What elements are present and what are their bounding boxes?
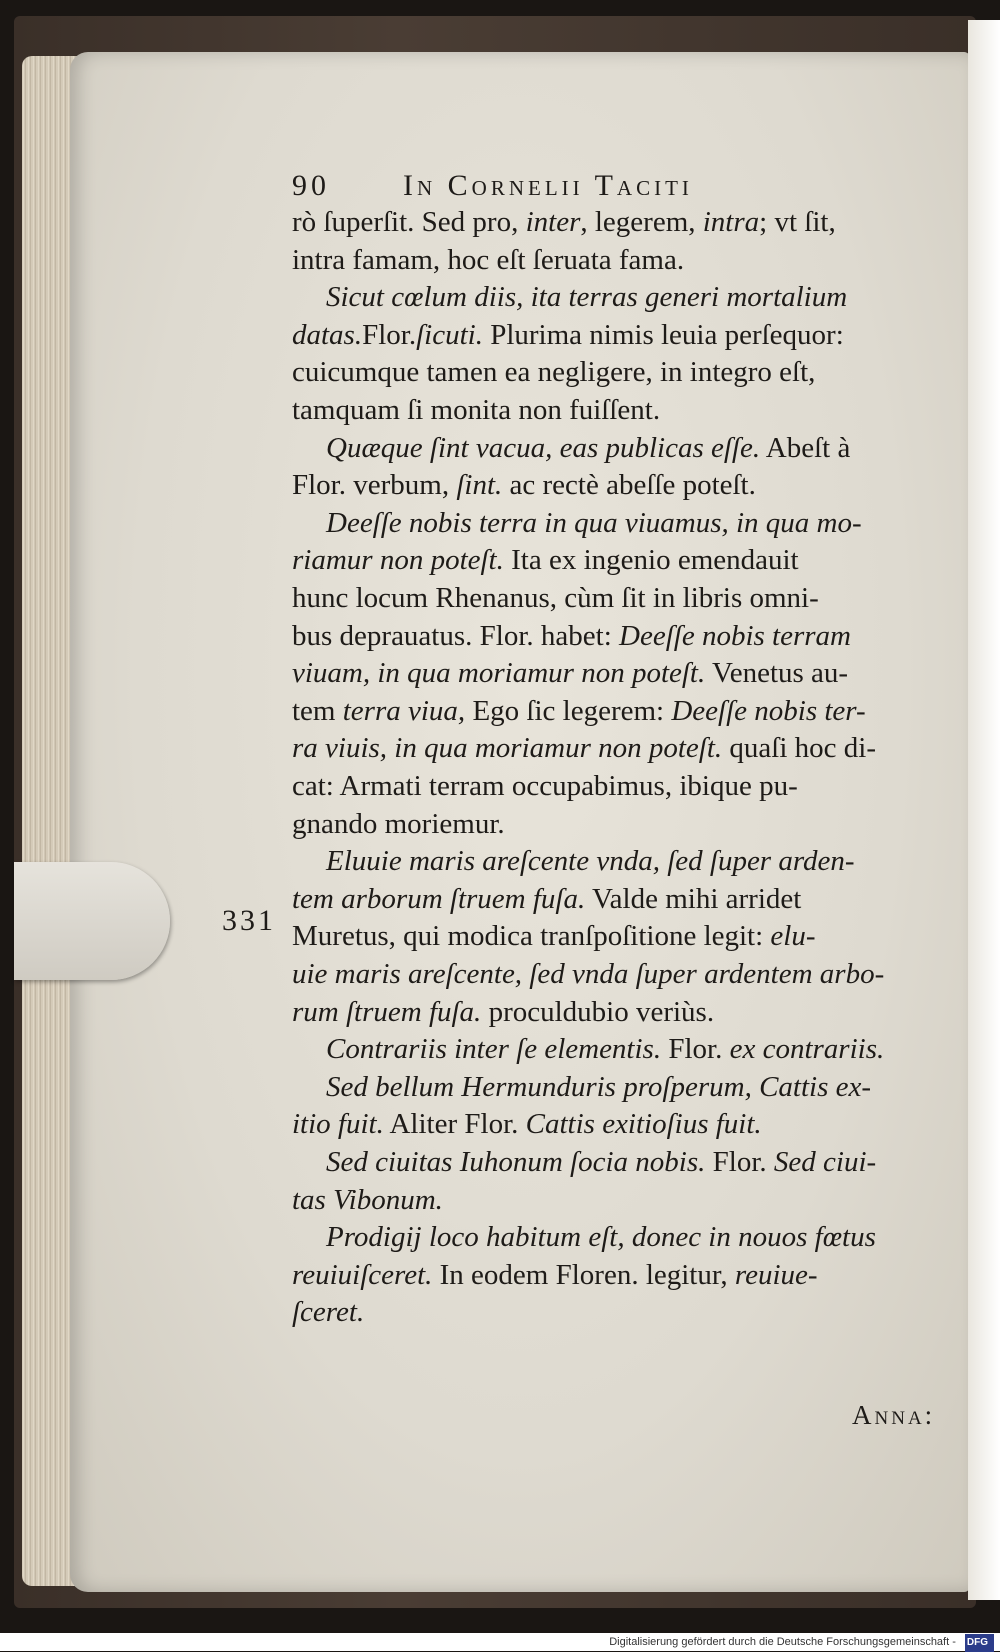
text-line [292, 204, 836, 240]
text-line [292, 994, 714, 1030]
roman-segment: Venetus au- [705, 657, 849, 690]
text-line [292, 1106, 762, 1142]
roman-segment: tem [292, 694, 343, 727]
text-line [292, 768, 798, 804]
text-line [292, 956, 884, 992]
italic-segment: Deeſſe nobis ter- [671, 694, 866, 727]
dfg-logo: DFG [965, 1634, 994, 1652]
italic-segment: Eluuie maris areſcente vnda, ſed ſuper arden- [326, 845, 855, 878]
italic-segment: ex contrariis. [729, 1033, 885, 1066]
roman-segment: bus deprauatus. Flor. habet: [292, 619, 620, 652]
italic-segment: Sed ciuitas Iuhonum ſocia nobis. [326, 1146, 706, 1178]
italic-segment: riamur non poteſt. [292, 544, 504, 577]
italic-segment: Deeſſe nobis terra in qua viuamus, in qua mo- [326, 506, 862, 539]
italic-segment: Prodigij loco habitum eſt, donec in nouos fœtus [326, 1221, 876, 1254]
roman-segment: ; vt ſit, [759, 206, 836, 238]
roman-segment: Abeſt à [760, 431, 851, 464]
text-line [292, 730, 876, 766]
roman-segment: Flor. [705, 1146, 774, 1178]
italic-segment: tas Vibonum. [292, 1183, 443, 1216]
running-header [292, 168, 693, 204]
italic-segment: Sed ciui- [773, 1146, 877, 1178]
italic-segment: viuam, in qua moriamur non poteſt. [292, 657, 706, 690]
text-line [292, 918, 816, 954]
roman-segment: cat: Armati terram occupabimus, ibique pu- [292, 770, 798, 802]
italic-segment: Deeſſe nobis terram [619, 619, 851, 652]
bookmark-tab [14, 862, 170, 980]
roman-segment: Flor. [362, 318, 417, 351]
text-line [292, 1182, 443, 1218]
roman-segment: In eodem Floren. legitur, [432, 1258, 735, 1291]
italic-segment: ſceret. [292, 1296, 365, 1329]
italic-segment: Sed bellum Hermunduris proſperum, Cattis ex- [326, 1070, 872, 1103]
roman-segment: proculdubio veriùs. [481, 995, 715, 1028]
italic-segment: datas. [292, 318, 363, 351]
running-title: In Cornelii Taciti [403, 169, 693, 202]
text-line [292, 242, 684, 278]
italic-segment: ra viuis, in qua moriamur non poteſt. [292, 732, 723, 765]
roman-segment: Flor. verbum, [292, 469, 457, 502]
text-line [292, 542, 799, 578]
roman-segment: quaſi hoc di- [722, 732, 876, 765]
text-line [292, 580, 819, 616]
roman-segment: Muretus, qui modica tranſpoſitione legit: [292, 920, 771, 953]
roman-segment: Ita ex ingenio emendauit [503, 544, 799, 577]
italic-segment: rum ſtruem fuſa. [292, 995, 482, 1028]
text-line [292, 806, 505, 842]
italic-segment: ſint. [456, 469, 503, 502]
text-line [292, 1257, 818, 1293]
text-line [292, 317, 844, 353]
roman-segment: rò ſuperſit. Sed pro, [292, 206, 526, 238]
roman-segment: , legerem, [580, 206, 703, 238]
text-line [292, 392, 660, 428]
italic-segment: terra viua, [342, 694, 466, 727]
roman-segment: Ego ſic legerem: [465, 694, 672, 727]
italic-segment: elu- [770, 920, 816, 953]
roman-segment: hunc locum Rhenanus, cùm ſit in libris omni- [292, 582, 819, 614]
italic-segment: intra [702, 206, 760, 238]
text-line [292, 467, 756, 503]
text-line [326, 430, 850, 466]
roman-segment: cuicumque tamen ea negligere, in integro eſt, [292, 356, 816, 389]
text-line [292, 618, 851, 654]
footer-credit: Digitalisierung gefördert durch die Deutsche Forschungsgemeinschaft - [609, 1636, 956, 1648]
text-line [326, 1144, 876, 1180]
text-line [292, 354, 815, 390]
roman-segment: gnando moriemur. [292, 807, 505, 840]
right-margin-strip [968, 20, 1000, 1600]
roman-segment: tamquam ſi monita non fuiſſent. [292, 394, 661, 426]
italic-segment: itio fuit. [292, 1108, 384, 1141]
roman-segment: Valde mihi arridet [585, 882, 802, 915]
italic-segment: ſicuti. [416, 318, 483, 351]
text-line [292, 655, 848, 691]
italic-segment: Sicut cœlum diis, ita terras generi mortalium [326, 281, 848, 314]
text-line [292, 881, 801, 917]
text-line [326, 1219, 876, 1255]
digitization-footer [0, 1633, 1000, 1651]
page-number: 90 [292, 169, 330, 202]
italic-segment: inter [525, 206, 581, 238]
italic-segment: Contrariis inter ſe elementis. [326, 1033, 662, 1066]
text-line [292, 1294, 364, 1330]
italic-segment: reuiuiſceret. [292, 1258, 433, 1291]
roman-segment: intra famam, hoc eſt ſeruata fama. [292, 243, 685, 276]
italic-segment: tem arborum ſtruem fuſa. [292, 882, 586, 915]
italic-segment: uie maris areſcente, ſed vnda ſuper ardentem arbo- [292, 958, 885, 990]
italic-segment: Quæque ſint vacua, eas publicas eſſe. [326, 431, 761, 464]
text-line [326, 1031, 884, 1067]
catchword: Anna: [852, 1400, 936, 1430]
margin-note: 331 [222, 904, 276, 937]
text-line [326, 843, 855, 879]
italic-segment: reuiue- [734, 1258, 818, 1291]
roman-segment: Aliter Flor. [383, 1108, 526, 1141]
roman-segment: Flor. [661, 1033, 730, 1066]
text-line [292, 693, 866, 729]
italic-segment: Cattis exitioſius fuit. [525, 1108, 762, 1141]
roman-segment: Plurima nimis leuia perſequor: [482, 318, 844, 351]
text-line [326, 279, 847, 315]
text-line [326, 1069, 871, 1105]
text-line [326, 505, 862, 541]
roman-segment: ac rectè abeſſe poteſt. [502, 469, 756, 502]
